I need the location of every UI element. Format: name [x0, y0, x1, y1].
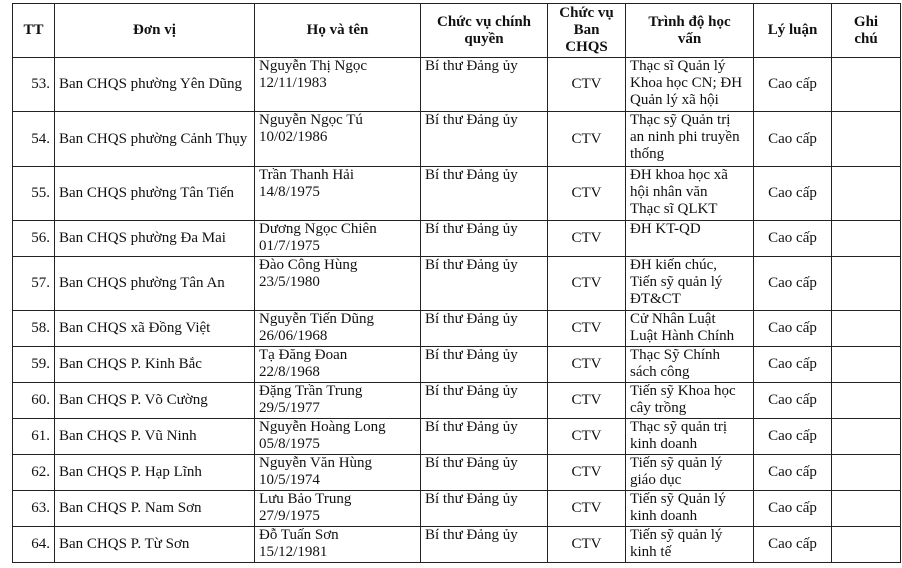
person-cell	[255, 58, 421, 112]
chqs-role: CTV	[548, 257, 626, 311]
person-dob: 12/11/1983	[259, 75, 327, 91]
education-cell	[626, 419, 754, 455]
unit-name: Ban CHQS phường Đa Mai	[55, 221, 255, 257]
government-role: Bí thư Đảng ủy	[421, 58, 548, 112]
person-dob: 27/9/1975	[259, 508, 320, 524]
note-cell	[832, 527, 901, 563]
person-cell	[255, 347, 421, 383]
unit-name: Ban CHQS P. Nam Sơn	[55, 491, 255, 527]
political-theory: Cao cấp	[754, 455, 832, 491]
header-education: Trình độ học vấn	[626, 4, 754, 58]
government-role: Bí thư Đảng ủy	[421, 311, 548, 347]
education-line: ĐH KT-QD	[630, 221, 701, 237]
political-theory: Cao cấp	[754, 112, 832, 167]
person-cell	[255, 455, 421, 491]
note-cell	[832, 58, 901, 112]
education-line: Luật Hành Chính	[630, 328, 735, 344]
row-index: 59.	[13, 347, 55, 383]
person-cell	[255, 112, 421, 167]
person-cell	[255, 221, 421, 257]
education-line: Thạc sỹ Quản trị	[630, 112, 731, 128]
political-theory: Cao cấp	[754, 419, 832, 455]
political-theory: Cao cấp	[754, 527, 832, 563]
table-row	[13, 455, 901, 491]
chqs-role: CTV	[548, 383, 626, 419]
unit-name: Ban CHQS P. Kinh Bắc	[55, 347, 255, 383]
education-line: ĐT&CT	[630, 291, 681, 307]
person-cell	[255, 491, 421, 527]
note-cell	[832, 383, 901, 419]
person-name: Nguyễn Văn Hùng	[259, 455, 373, 471]
note-cell	[832, 112, 901, 167]
education-line: giáo dục	[630, 472, 682, 488]
note-cell	[832, 347, 901, 383]
row-index: 62.	[13, 455, 55, 491]
header-unit: Đơn vị	[55, 4, 255, 58]
education-line: sách công	[630, 364, 690, 380]
government-role: Bí thư Đảng ủy	[421, 167, 548, 221]
header-theory: Lý luận	[754, 4, 832, 58]
row-index: 54.	[13, 112, 55, 167]
education-line: hội nhân văn	[630, 184, 708, 200]
header-role: Chức vụ chính quyền	[421, 4, 548, 58]
table-row	[13, 58, 901, 112]
education-cell	[626, 257, 754, 311]
education-cell	[626, 491, 754, 527]
government-role: Bí thư Đảng ủy	[421, 419, 548, 455]
education-line: Khoa học CN; ĐH	[630, 75, 743, 91]
education-line: Thạc sĩ Quản lý	[630, 58, 726, 74]
person-name: Lưu Bảo Trung	[259, 491, 352, 507]
unit-name: Ban CHQS xã Đồng Việt	[55, 311, 255, 347]
education-line: Quản lý xã hội	[630, 92, 719, 108]
chqs-role: CTV	[548, 112, 626, 167]
person-dob: 01/7/1975	[259, 238, 320, 254]
person-name: Nguyễn Ngọc Tú	[259, 112, 363, 128]
chqs-role: CTV	[548, 491, 626, 527]
table-row	[13, 257, 901, 311]
government-role: Bí thư Đảng ủy	[421, 221, 548, 257]
person-cell	[255, 311, 421, 347]
person-dob: 22/8/1968	[259, 364, 320, 380]
person-dob: 10/02/1986	[259, 129, 328, 145]
education-cell	[626, 383, 754, 419]
education-cell	[626, 112, 754, 167]
row-index: 56.	[13, 221, 55, 257]
table-row	[13, 167, 901, 221]
row-index: 63.	[13, 491, 55, 527]
header-chqs-role: Chức vụ Ban CHQS	[548, 4, 626, 58]
person-cell	[255, 419, 421, 455]
row-index: 61.	[13, 419, 55, 455]
table-row	[13, 383, 901, 419]
government-role: Bí thư Đảng ủy	[421, 257, 548, 311]
header-row	[13, 4, 901, 58]
chqs-role: CTV	[548, 527, 626, 563]
header-note: Ghi chú	[832, 4, 901, 58]
chqs-role: CTV	[548, 311, 626, 347]
education-line: Tiến sỹ Quản lý	[630, 491, 726, 507]
education-cell	[626, 455, 754, 491]
education-cell	[626, 221, 754, 257]
person-cell	[255, 527, 421, 563]
education-cell	[626, 167, 754, 221]
chqs-role: CTV	[548, 347, 626, 383]
political-theory: Cao cấp	[754, 383, 832, 419]
education-cell	[626, 58, 754, 112]
person-dob: 15/12/1981	[259, 544, 328, 560]
table-row	[13, 491, 901, 527]
note-cell	[832, 221, 901, 257]
education-line: Cử Nhân Luật	[630, 311, 716, 327]
unit-name: Ban CHQS phường Yên Dũng	[55, 58, 255, 112]
note-cell	[832, 419, 901, 455]
person-name: Nguyễn Hoàng Long	[259, 419, 386, 435]
person-dob: 10/5/1974	[259, 472, 320, 488]
education-cell	[626, 347, 754, 383]
education-line: Tiến sỹ quản lý	[630, 527, 723, 543]
unit-name: Ban CHQS phường Cảnh Thụy	[55, 112, 255, 167]
education-line: kinh tế	[630, 544, 672, 560]
row-index: 60.	[13, 383, 55, 419]
chqs-role: CTV	[548, 58, 626, 112]
unit-name: Ban CHQS P. Từ Sơn	[55, 527, 255, 563]
table-row	[13, 112, 901, 167]
row-index: 58.	[13, 311, 55, 347]
political-theory: Cao cấp	[754, 167, 832, 221]
person-dob: 26/06/1968	[259, 328, 328, 344]
education-line: thống	[630, 146, 665, 162]
person-cell	[255, 257, 421, 311]
person-dob: 29/5/1977	[259, 400, 320, 416]
person-dob: 05/8/1975	[259, 436, 320, 452]
chqs-role: CTV	[548, 419, 626, 455]
government-role: Bí thư Đảng ủy	[421, 527, 548, 563]
education-line: an ninh phi truyền	[630, 129, 740, 145]
table-row	[13, 347, 901, 383]
political-theory: Cao cấp	[754, 257, 832, 311]
education-line: Thạc Sỹ Chính	[630, 347, 720, 363]
unit-name: Ban CHQS P. Vũ Ninh	[55, 419, 255, 455]
table-row	[13, 221, 901, 257]
government-role: Bí thư Đảng ủy	[421, 112, 548, 167]
person-dob: 23/5/1980	[259, 274, 320, 290]
political-theory: Cao cấp	[754, 221, 832, 257]
education-line: ĐH kiến chúc,	[630, 257, 718, 273]
person-name: Trần Thanh Hải	[259, 167, 354, 183]
person-name: Dương Ngọc Chiên	[259, 221, 377, 237]
person-name: Đào Công Hùng	[259, 257, 358, 273]
person-name: Tạ Đăng Đoan	[259, 347, 348, 363]
political-theory: Cao cấp	[754, 58, 832, 112]
education-line: cây trồng	[630, 400, 687, 416]
government-role: Bí thư Đảng ủy	[421, 455, 548, 491]
unit-name: Ban CHQS phường Tân An	[55, 257, 255, 311]
political-theory: Cao cấp	[754, 347, 832, 383]
header-name: Họ và tên	[255, 4, 421, 58]
education-line: ĐH khoa học xã	[630, 167, 728, 183]
education-line: kinh doanh	[630, 436, 698, 452]
education-line: Thạc sĩ QLKT	[630, 201, 718, 217]
unit-name: Ban CHQS P. Hạp Lĩnh	[55, 455, 255, 491]
note-cell	[832, 455, 901, 491]
person-name: Nguyễn Tiến Dũng	[259, 311, 375, 327]
education-line: Tiến sỹ Khoa học	[630, 383, 736, 399]
government-role: Bí thư Đảng ủy	[421, 383, 548, 419]
education-line: kinh doanh	[630, 508, 698, 524]
government-role: Bí thư Đảng ủy	[421, 347, 548, 383]
political-theory: Cao cấp	[754, 491, 832, 527]
row-index: 55.	[13, 167, 55, 221]
chqs-role: CTV	[548, 221, 626, 257]
table-row	[13, 311, 901, 347]
personnel-table	[12, 3, 901, 563]
note-cell	[832, 311, 901, 347]
chqs-role: CTV	[548, 167, 626, 221]
government-role: Bí thư Đảng ủy	[421, 491, 548, 527]
header-tt: TT	[13, 4, 55, 58]
unit-name: Ban CHQS P. Võ Cường	[55, 383, 255, 419]
table-row	[13, 419, 901, 455]
person-dob: 14/8/1975	[259, 184, 320, 200]
note-cell	[832, 491, 901, 527]
education-line: Tiến sỹ quản lý	[630, 274, 723, 290]
note-cell	[832, 257, 901, 311]
row-index: 57.	[13, 257, 55, 311]
education-line: Tiến sỹ quản lý	[630, 455, 723, 471]
education-cell	[626, 527, 754, 563]
person-name: Đỗ Tuấn Sơn	[259, 527, 339, 543]
table-row	[13, 527, 901, 563]
unit-name: Ban CHQS phường Tân Tiến	[55, 167, 255, 221]
person-name: Đặng Trần Trung	[259, 383, 363, 399]
education-line: Thạc sỹ quản trị	[630, 419, 728, 435]
note-cell	[832, 167, 901, 221]
education-cell	[626, 311, 754, 347]
person-cell	[255, 383, 421, 419]
political-theory: Cao cấp	[754, 311, 832, 347]
person-name: Nguyễn Thị Ngọc	[259, 58, 368, 74]
row-index: 64.	[13, 527, 55, 563]
person-cell	[255, 167, 421, 221]
row-index: 53.	[13, 58, 55, 112]
chqs-role: CTV	[548, 455, 626, 491]
